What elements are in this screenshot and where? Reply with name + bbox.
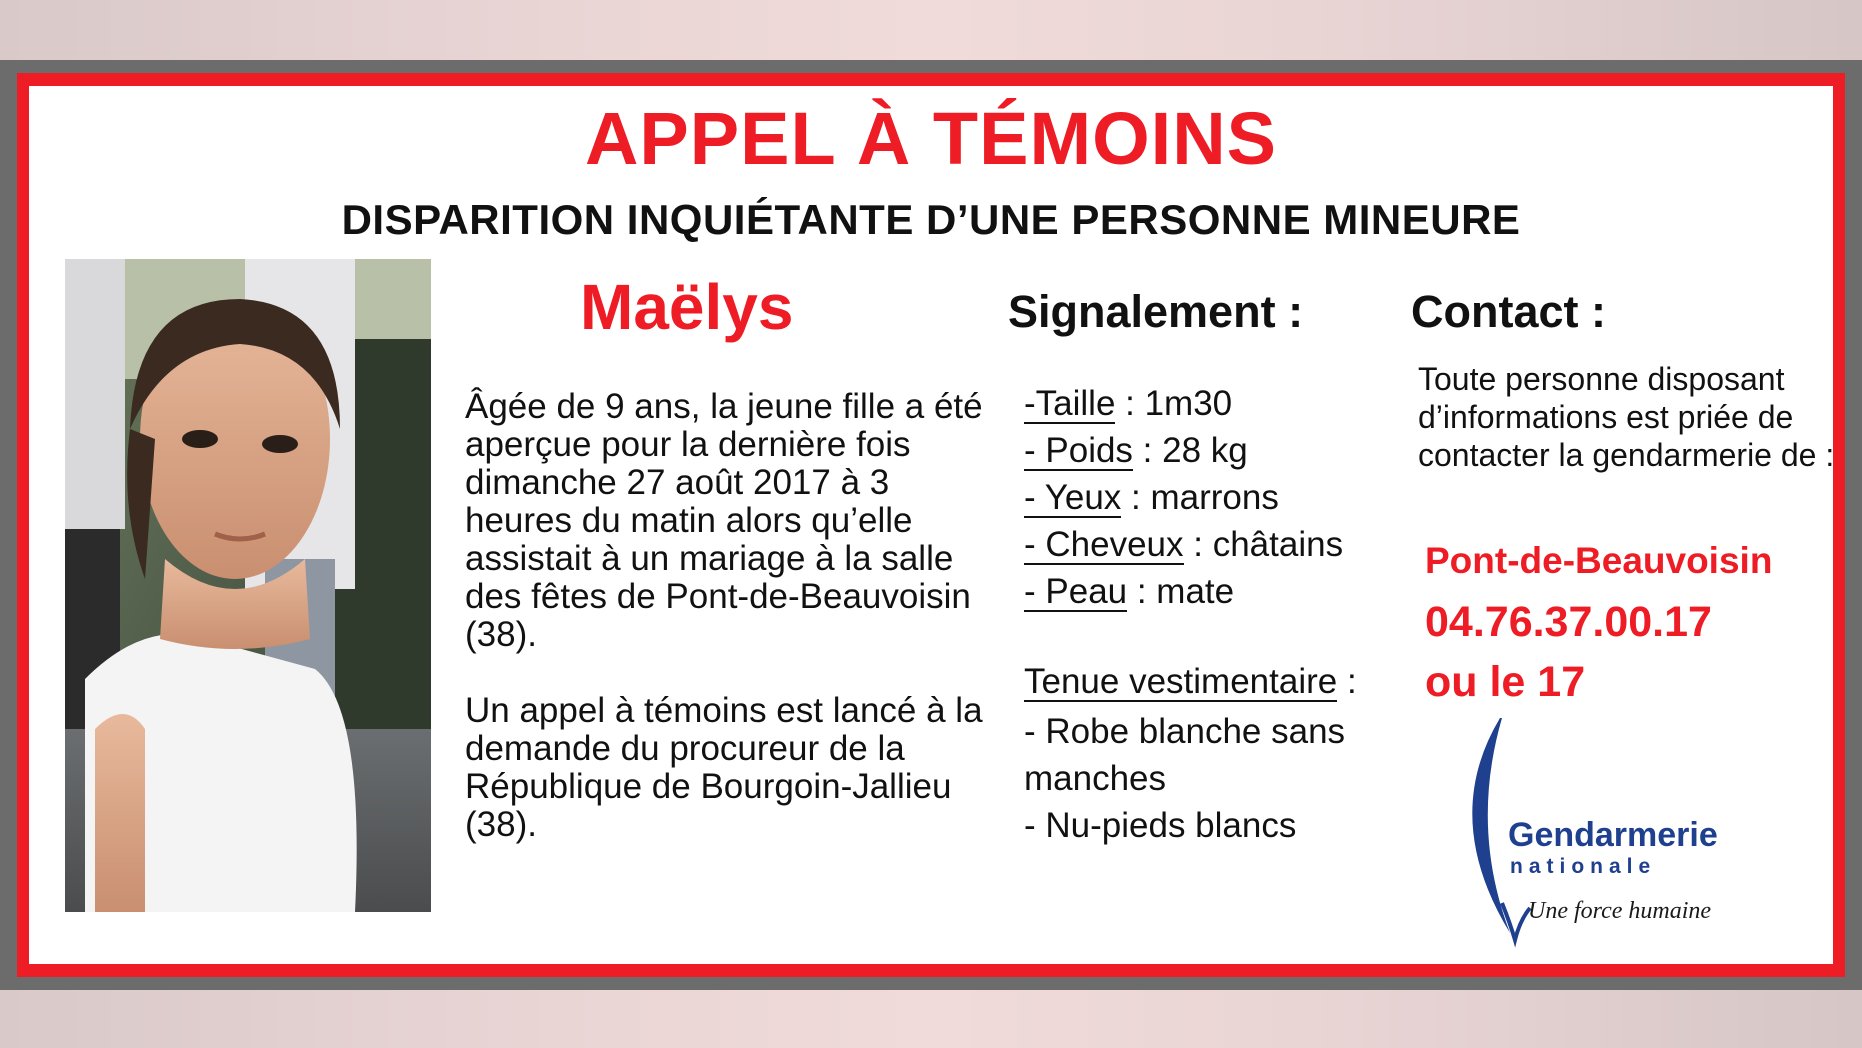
- story-paragraph: Un appel à témoins est lancé à la demande du procureur de la République de Bourgoin-Jallieu (38).: [465, 691, 983, 844]
- clothing-item: - Robe blanche sans manches: [1024, 712, 1346, 798]
- gendarmerie-logo: [1440, 708, 1720, 948]
- clothing-item: - Nu-pieds blancs: [1024, 806, 1297, 845]
- logo-line2: nationale: [1510, 855, 1657, 878]
- description-value: : mate: [1127, 572, 1235, 611]
- logo-line1: Gendarmerie: [1508, 816, 1718, 854]
- contact-phone: 04.76.37.00.17: [1425, 598, 1712, 646]
- missing-person-photo: [65, 259, 431, 912]
- contact-city: Pont-de-Beauvoisin: [1425, 540, 1773, 581]
- disappearance-description: [465, 388, 1005, 844]
- clothing-heading-colon: :: [1337, 662, 1357, 701]
- description-item: [1024, 431, 1343, 478]
- description-item: [1024, 525, 1343, 572]
- description-label: - Yeux: [1024, 478, 1122, 517]
- description-value: : 28 kg: [1132, 431, 1248, 470]
- poster-title: APPEL À TÉMOINS: [584, 97, 1278, 180]
- description-item: [1024, 478, 1343, 525]
- description-value: : 1m30: [1115, 384, 1233, 423]
- clothing-section: [1024, 662, 1414, 849]
- logo-motto: Une force humaine: [1528, 898, 1712, 924]
- contact-emergency-number: ou le 17: [1425, 658, 1586, 706]
- gendarmerie-emblem-icon: [1440, 708, 1720, 948]
- photo-illustration: [65, 259, 431, 912]
- description-label: - Poids: [1024, 431, 1133, 470]
- contact-heading: Contact :: [1411, 286, 1606, 337]
- description-value: : marrons: [1121, 478, 1279, 517]
- poster-subtitle: DISPARITION INQUIÉTANTE D’UNE PERSONNE MINEURE: [341, 196, 1521, 243]
- clothing-heading: [1024, 662, 1414, 708]
- clothing-heading-label: Tenue vestimentaire: [1024, 662, 1338, 701]
- story-paragraph: Âgée de 9 ans, la jeune fille a été aperçue pour la dernière fois dimanche 27 août 2017 à 3 heures du matin alors qu’elle assistait à un mariage à la salle des fêtes de Pont-de-Beauvoisin (38).: [465, 387, 983, 654]
- description-label: - Cheveux: [1024, 525, 1184, 564]
- description-item: [1024, 572, 1343, 619]
- description-item: [1024, 384, 1343, 431]
- description-label: -Taille: [1024, 384, 1116, 423]
- physical-description-list: [1024, 384, 1343, 619]
- missing-person-name: Maëlys: [580, 271, 794, 343]
- description-value: : châtains: [1183, 525, 1344, 564]
- signalement-heading: Signalement :: [1008, 286, 1304, 337]
- contact-instructions: Toute personne disposant d’informations est priée de contacter la gendarmerie de :: [1418, 361, 1835, 473]
- description-label: - Peau: [1024, 572, 1128, 611]
